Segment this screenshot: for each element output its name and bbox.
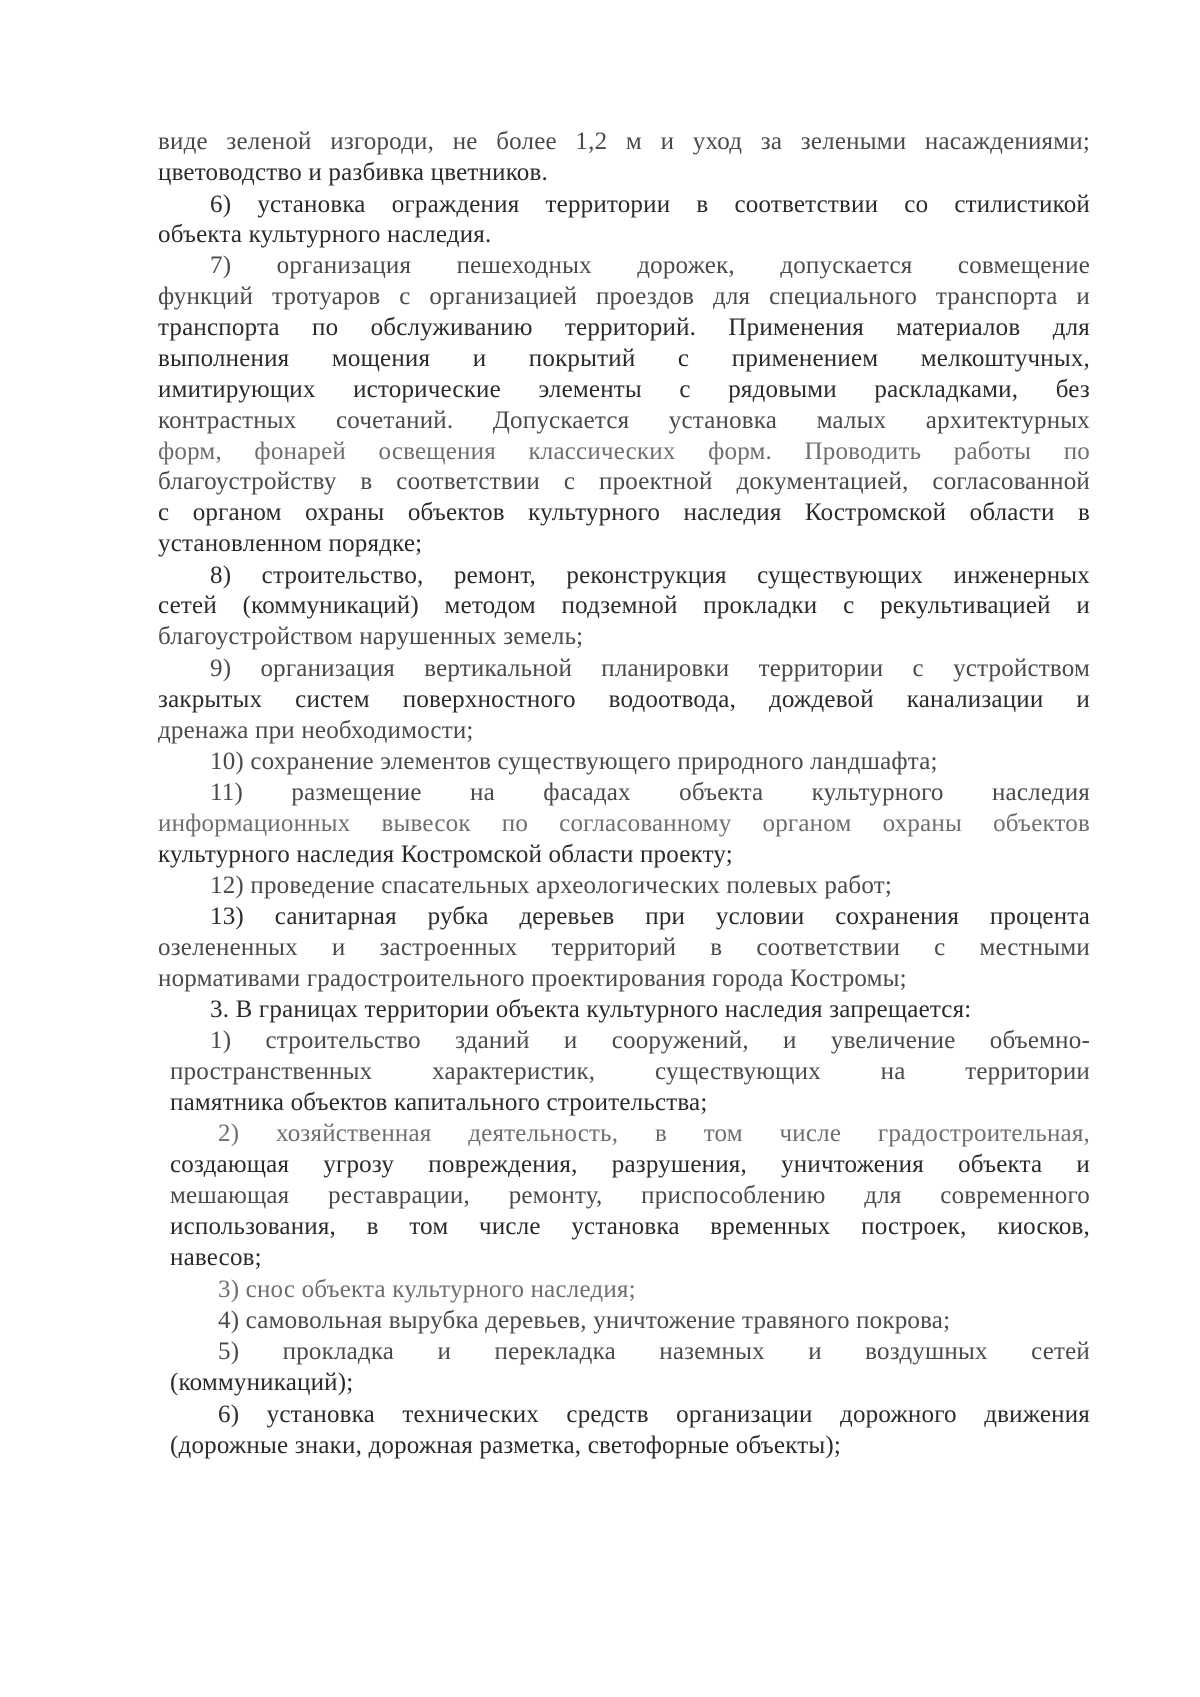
text-line: имитирующих исторические элементы с рядовыми раскладками, без <box>158 376 1090 403</box>
text-line: создающая угрозу повреждения, разрушения, уничтожения объекта и <box>170 1151 1090 1178</box>
text-line: дренажа при необходимости; <box>158 717 474 744</box>
text-line: 1) строительство зданий и сооружений, и увеличение объемно- <box>210 1027 1090 1054</box>
text-line: памятника объектов капитального строительства; <box>170 1089 708 1116</box>
text-line: благоустройством нарушенных земель; <box>158 623 584 650</box>
text-line: цветоводство и разбивка цветников. <box>158 159 548 186</box>
text-line: нормативами градостроительного проектирования города Костромы; <box>158 965 907 992</box>
text-line: 2) хозяйственная деятельность, в том числе градостроительная, <box>218 1120 1090 1147</box>
text-line: объекта культурного наследия. <box>158 221 492 248</box>
text-line: 3. В границах территории объекта культурного наследия запрещается: <box>210 996 972 1023</box>
text-line: 10) сохранение элементов существующего природного ландшафта; <box>210 748 938 775</box>
text-line: 3) снос объекта культурного наследия; <box>218 1276 636 1303</box>
text-line: 6) установка ограждения территории в соответствии со стилистикой <box>210 191 1090 218</box>
text-line: виде зеленой изгороди, не более 1,2 м и уход за зелеными насаждениями; <box>158 128 1090 155</box>
text-line: культурного наследия Костромской области проекту; <box>158 841 733 868</box>
text-line: использования, в том числе установка временных построек, киосков, <box>170 1213 1090 1240</box>
text-line: (коммуникаций); <box>170 1369 354 1396</box>
text-line: 7) организация пешеходных дорожек, допускается совмещение <box>210 252 1090 279</box>
text-line: контрастных сочетаний. Допускается установка малых архитектурных <box>158 407 1090 434</box>
text-line: благоустройству в соответствии с проектной документацией, согласованной <box>158 468 1090 495</box>
text-line: (дорожные знаки, дорожная разметка, светофорные объекты); <box>170 1432 842 1459</box>
text-line: выполнения мощения и покрытий с применением мелкоштучных, <box>158 345 1090 372</box>
text-line: 6) установка технических средств организации дорожного движения <box>218 1401 1090 1428</box>
text-line: пространственных характеристик, существующих на территории <box>170 1058 1090 1085</box>
text-line: 11) размещение на фасадах объекта культурного наследия <box>210 779 1090 806</box>
text-line: закрытых систем поверхностного водоотвода, дождевой канализации и <box>158 686 1090 713</box>
text-line: транспорта по обслуживанию территорий. Применения материалов для <box>158 314 1090 341</box>
text-line: озелененных и застроенных территорий в соответствии с местными <box>158 934 1090 961</box>
text-line: 12) проведение спасательных археологических полевых работ; <box>210 872 892 899</box>
text-line: 5) прокладка и перекладка наземных и воздушных сетей <box>218 1338 1090 1365</box>
text-line: с органом охраны объектов культурного наследия Костромской области в <box>158 499 1090 526</box>
text-line: мешающая реставрации, ремонту, приспособлению для современного <box>170 1182 1090 1209</box>
text-line: 13) санитарная рубка деревьев при условии сохранения процента <box>210 903 1090 930</box>
text-line: функций тротуаров с организацией проездов для специального транспорта и <box>158 283 1090 310</box>
text-line: информационных вывесок по согласованному органом охраны объектов <box>158 810 1090 837</box>
text-line: 4) самовольная вырубка деревьев, уничтожение травяного покрова; <box>218 1307 951 1334</box>
text-line: установленном порядке; <box>158 530 423 557</box>
text-line: сетей (коммуникаций) методом подземной прокладки с рекультивацией и <box>158 592 1090 619</box>
text-line: 8) строительство, ремонт, реконструкция существующих инженерных <box>210 562 1090 589</box>
text-line: навесов; <box>170 1244 262 1271</box>
text-line: 9) организация вертикальной планировки территории с устройством <box>210 655 1090 682</box>
text-line: форм, фонарей освещения классических форм. Проводить работы по <box>158 438 1090 465</box>
